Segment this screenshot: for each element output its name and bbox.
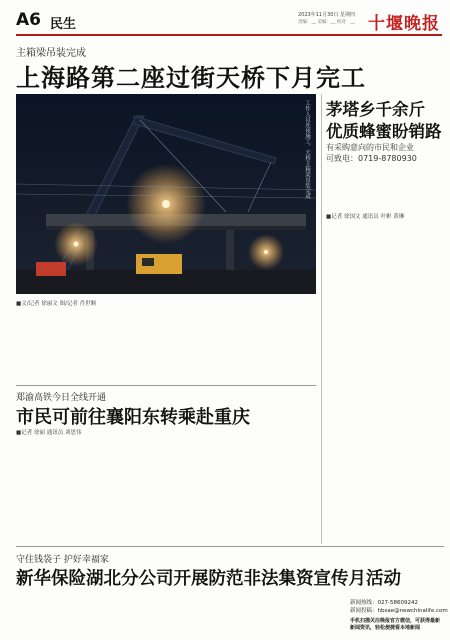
story1-headline: 上海路第二座过街天桥下月完工 [16,63,366,92]
story2-headline: 市民可前往襄阳东转乘赴重庆 [16,407,250,428]
story1-body [16,308,316,380]
divider-vertical [321,94,322,544]
story3-column-2 [126,598,230,638]
masthead [16,8,442,36]
section-name: 民生 [50,17,77,32]
story2-column-2 [118,438,213,542]
story1-column-1 [16,308,111,380]
honey-headline-line2: 优质蜂蜜盼销路 [326,122,442,141]
honey-sales-story [326,94,444,542]
story1-column-2 [118,308,213,380]
story2-body [16,438,316,542]
page-number: A6 [16,10,41,30]
contact-note: 手机扫描关注晚报官方微信，可获得最新新闻资讯，轻松便捷看本地新闻 [350,618,441,631]
story2-kicker: 郑渝高铁今日全线开通 [16,393,107,403]
honey-body [326,222,444,540]
honey-byline: ■记者 徐国文 通讯员 叶彬 黄琳 [326,214,405,220]
contact-box [350,598,448,638]
story3-headline: 新华保险湖北分公司开展防范非法集资宣传月活动 [16,569,401,589]
story1-kicker: 主箱梁吊装完成 [16,48,86,59]
story2-byline: ■记者 徐丽 通讯员 刘思伟 [16,430,82,436]
story2-column-3 [220,438,315,542]
story3-body [16,598,340,638]
story2-column-1 [16,438,111,542]
contact-email: 新闻投稿：hbsae@newchinalife.com [350,608,448,614]
divider-story1-story2 [16,385,316,386]
honey-headline-line1: 茅塔乡千余斤 [326,100,425,119]
story1-column-3 [220,308,315,380]
honey-subtitle-line1: 有采购意向的市民和企业 [326,143,414,152]
issue-editors: 责编：__ 美编：__ 校对：__ [298,20,355,25]
story1-byline: ■文/记者 徐丽文 图/记者 肖世顺 [16,301,97,307]
issue-date: 2023年11月30日 星期四 [298,12,356,18]
night-scene-illustration [16,94,316,294]
divider-story3 [16,546,444,547]
honey-subtitle-phone: 可致电：0719-8780930 [326,154,417,163]
story3-column-1 [16,598,120,638]
contact-phone: 新闻热线：027-58609242 [350,600,418,606]
story3-column-3 [236,598,340,638]
photo-caption: 工作人员连夜施工，天桥主箱梁吊装完成 [304,100,310,199]
paper-logo: 十堰晚报 [368,14,440,34]
bridge-construction-photo [16,94,316,294]
story3-kicker: 守住钱袋子 护好幸福家 [16,555,109,565]
